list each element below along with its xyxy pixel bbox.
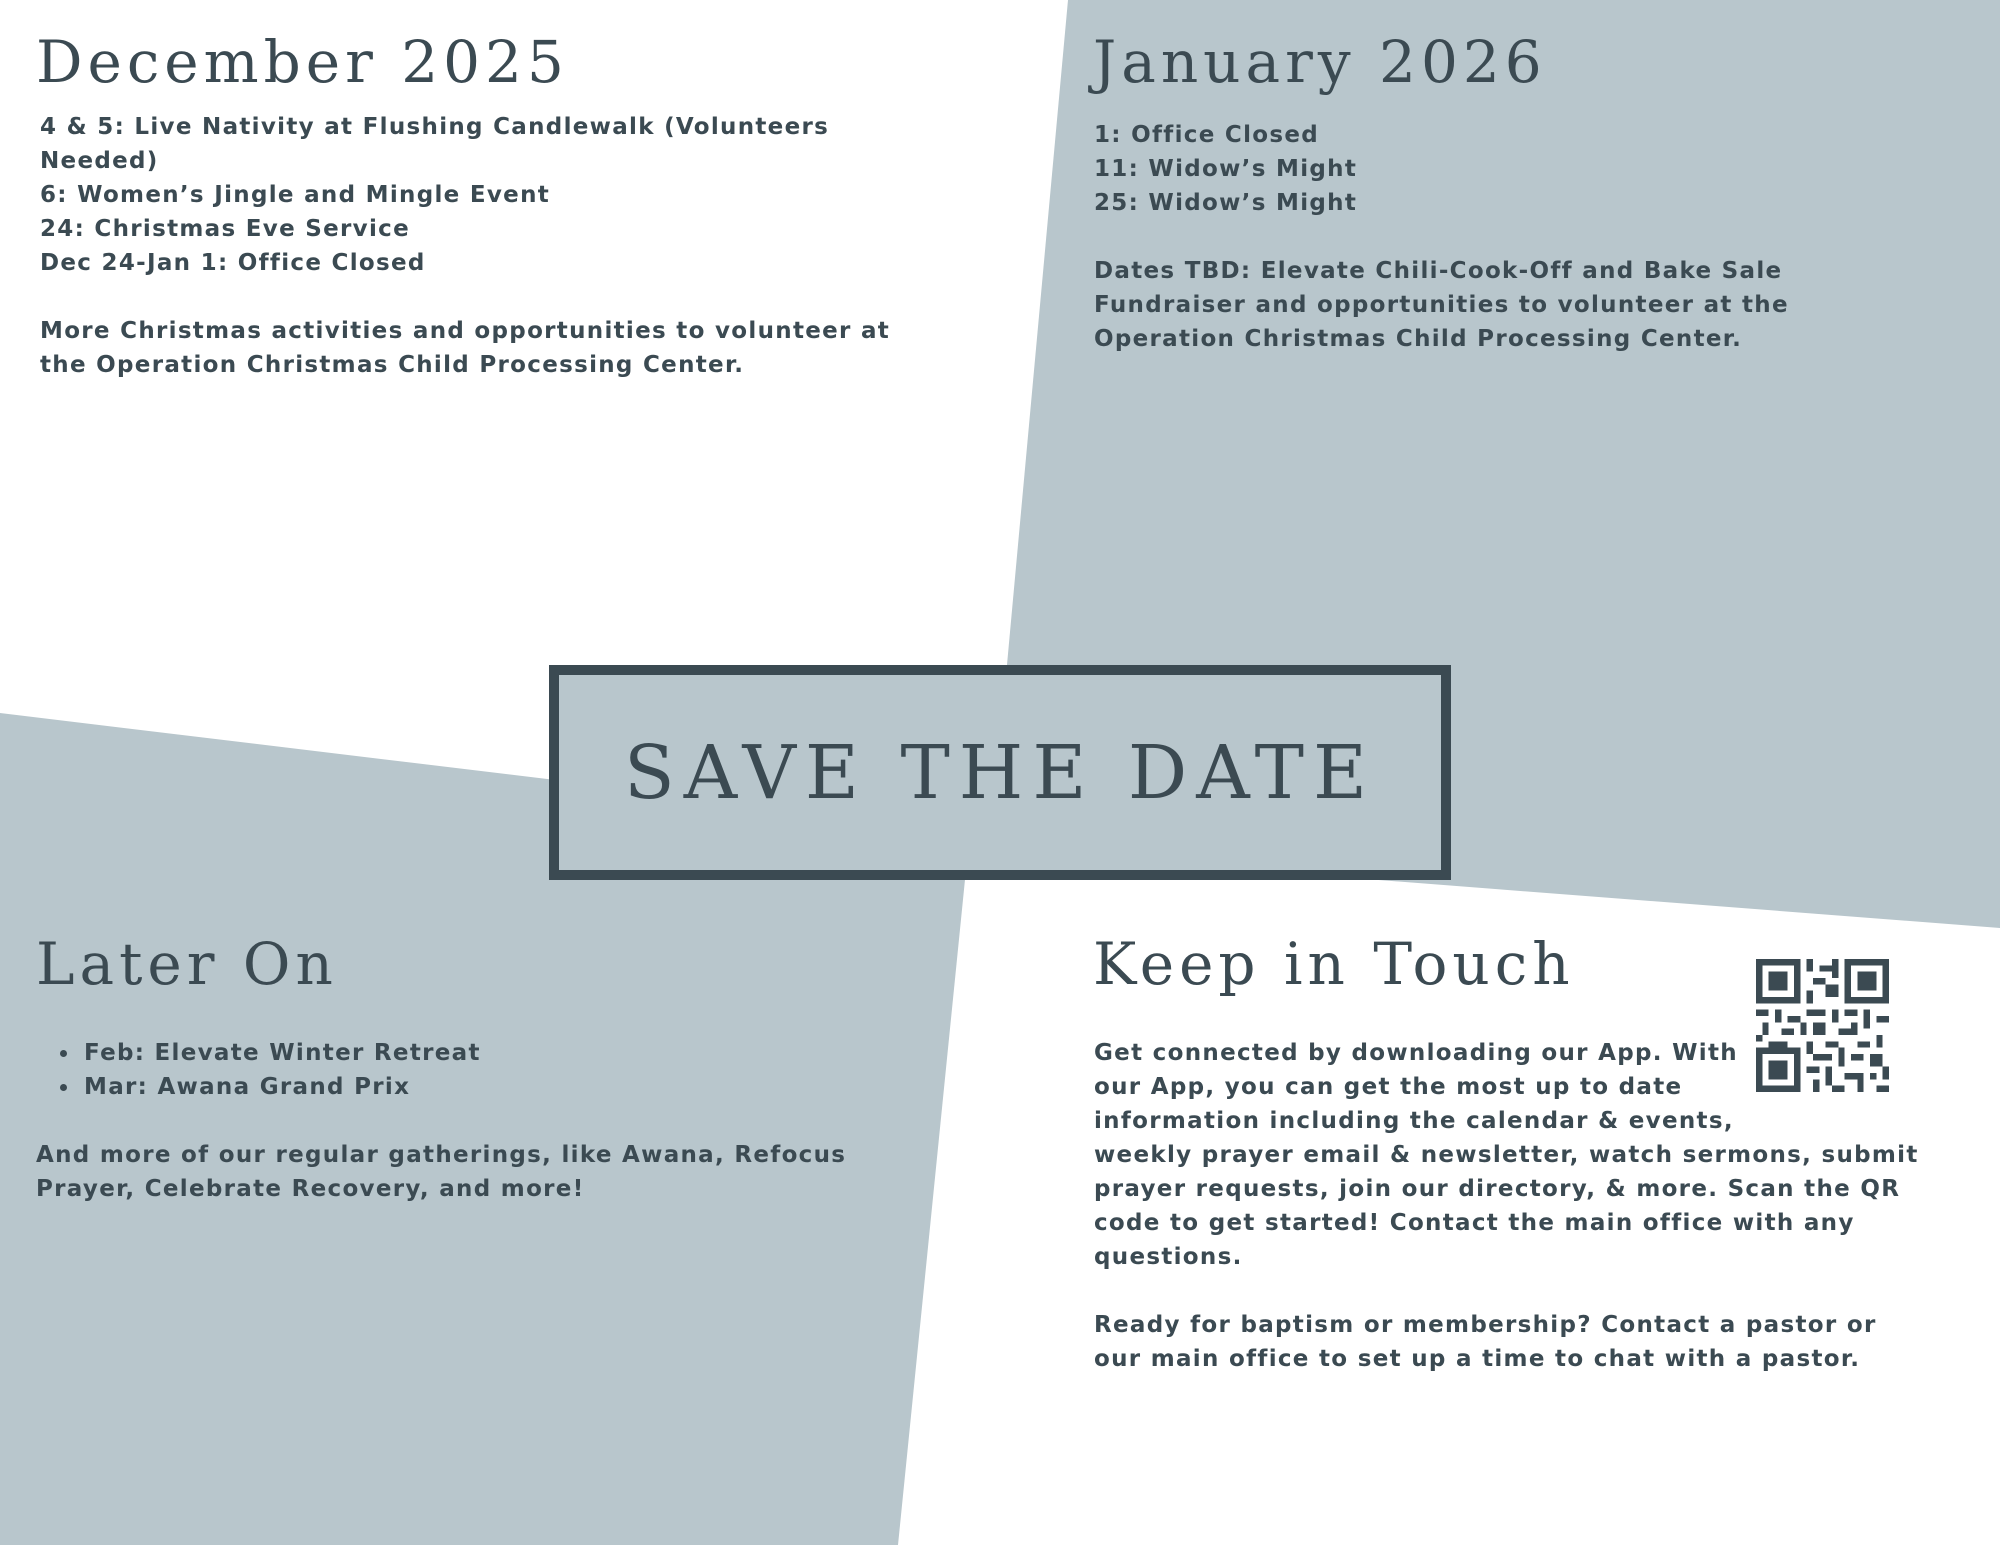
january-note: Dates TBD: Elevate Chili-Cook-Off and Bake Sale Fundraiser and opportunities to volunteer at the Operation Christmas Child Processing Center. xyxy=(1094,258,1789,352)
january-events xyxy=(1094,118,1924,356)
later-on-note: And more of our regular gatherings, like Awana, Refocus Prayer, Celebrate Recovery, and more! xyxy=(36,1142,847,1202)
january-event-2: 11: Widow’s Might xyxy=(1094,156,1358,182)
december-events xyxy=(40,110,920,382)
later-on-list xyxy=(40,1036,840,1104)
december-event-3: 24: Christmas Eve Service xyxy=(40,216,410,242)
december-event-4: Dec 24-Jan 1: Office Closed xyxy=(40,250,426,276)
january-heading: January 2026 xyxy=(1093,28,1547,96)
january-event-1: 1: Office Closed xyxy=(1094,122,1320,148)
december-heading: December 2025 xyxy=(36,28,569,96)
later-on-heading: Later On xyxy=(36,930,338,998)
december-event-1: 4 & 5: Live Nativity at Flushing Candlewalk (Volunteers Needed) xyxy=(40,114,830,174)
later-on-item-2: • Mar: Awana Grand Prix xyxy=(80,1070,840,1104)
baptism-paragraph: Ready for baptism or membership? Contact a pastor or our main office to set up a time to chat with a pastor. xyxy=(1094,1312,1877,1372)
save-the-date-title: SAVE THE DATE xyxy=(624,729,1376,816)
december-note: More Christmas activities and opportunities to volunteer at the Operation Christmas Child Processing Center. xyxy=(40,318,891,378)
app-info-paragraph: Get connected by downloading our App. With our App, you can get the most up to date information including the calendar & events, weekly prayer email & newsletter, watch sermons, submit prayer requests, join our directory, & more. Scan the QR code to get started! Contact the main office with any questions. xyxy=(1094,1040,1919,1270)
december-event-2: 6: Women’s Jingle and Mingle Event xyxy=(40,182,551,208)
january-event-3: 25: Widow’s Might xyxy=(1094,190,1358,216)
keep-in-touch-heading: Keep in Touch xyxy=(1093,930,1575,998)
later-on-item-1: • Feb: Elevate Winter Retreat xyxy=(80,1036,840,1070)
keep-in-touch-body xyxy=(1094,1036,1924,1376)
save-the-date-box xyxy=(549,665,1451,880)
